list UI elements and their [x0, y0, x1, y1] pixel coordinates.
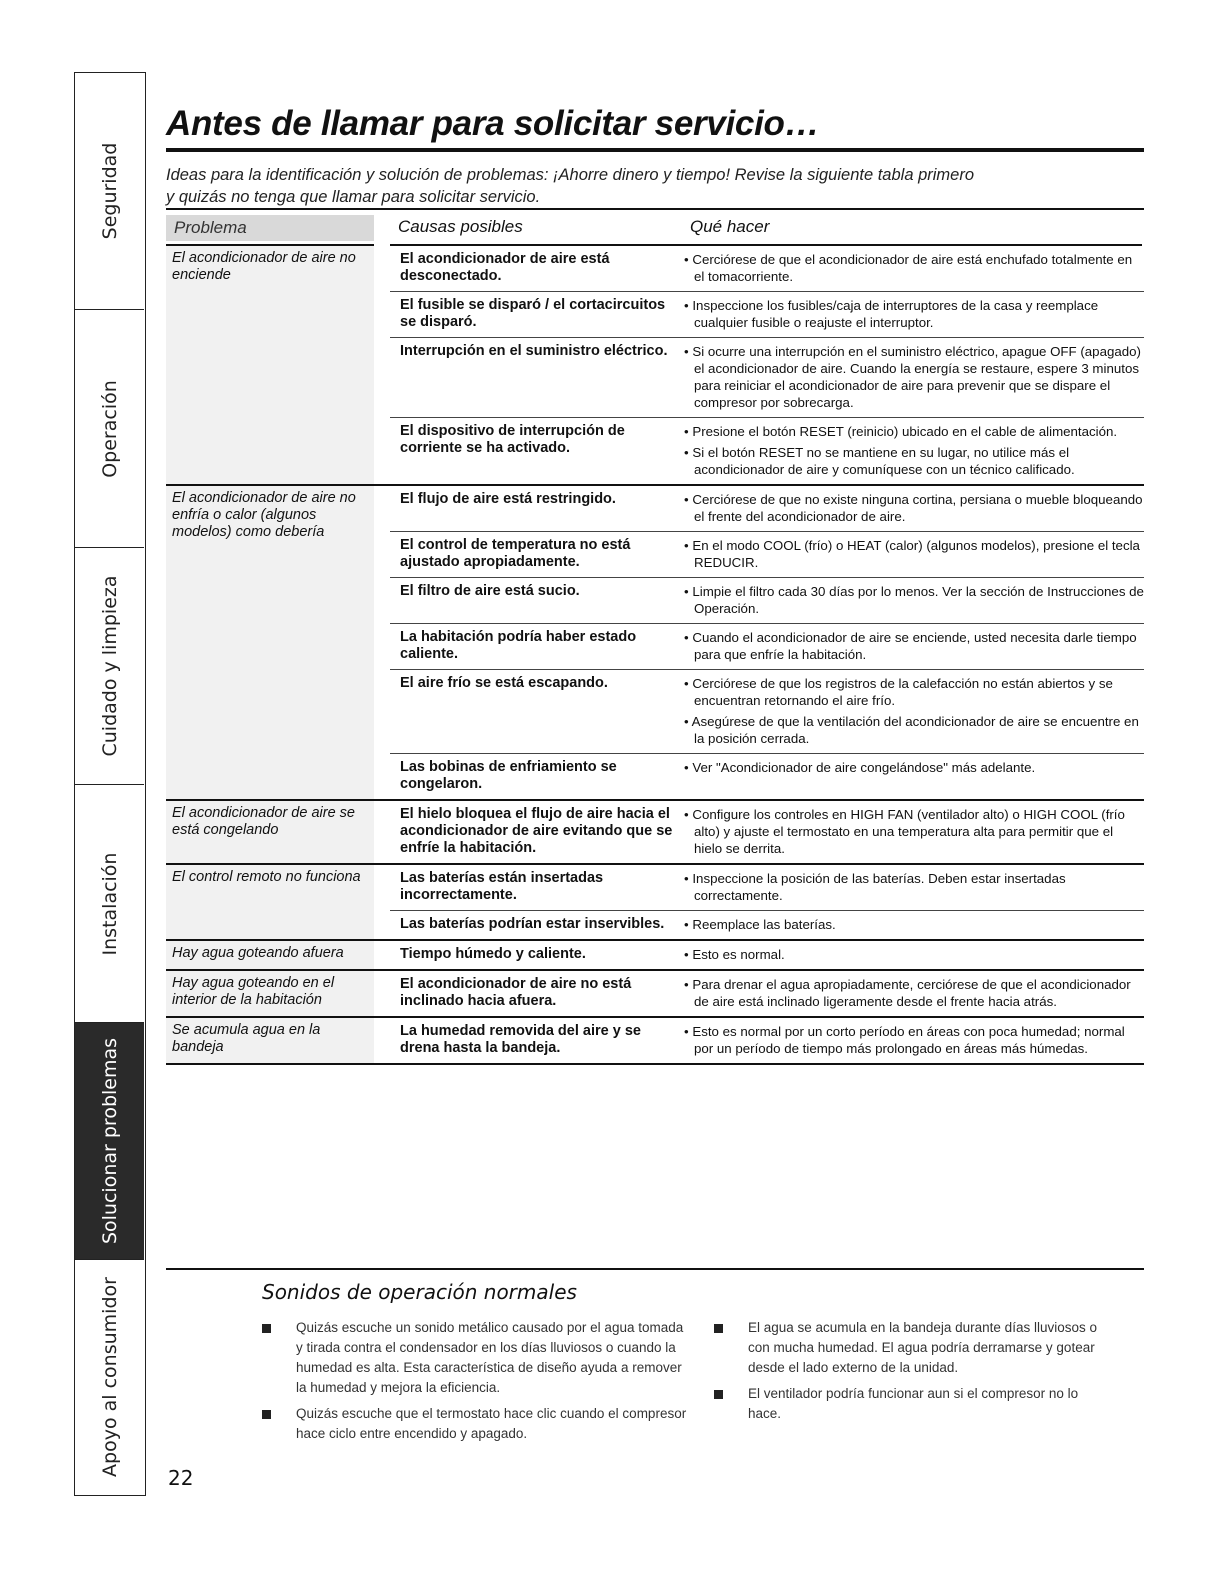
- fix-text: • Cuando el acondicionador de aire se enciende, usted necesita darle tiempo para que enfríe la habitación.: [684, 630, 1137, 662]
- cause-text: El hielo bloquea el flujo de aire hacia el acondicionador de aire evitando que se enfríe la habitación.: [400, 806, 673, 856]
- tab-label: Operación: [98, 379, 121, 478]
- fix-cell: [680, 491, 1144, 525]
- table-row: [390, 246, 1144, 292]
- cause-text: Las bobinas de enfriamiento se congelaron.: [400, 759, 617, 792]
- cause-text: El dispositivo de interrupción de corriente se ha activado.: [400, 423, 625, 456]
- cause-text: El fusible se disparó / el cortacircuitos se disparó.: [400, 297, 666, 330]
- table-row: [390, 801, 1144, 863]
- problem-group: [166, 486, 1144, 801]
- sound-item: [262, 1318, 692, 1398]
- table-row: [390, 338, 1144, 418]
- intro-line: Ideas para la identificación y solución de problemas: ¡Ahorre dinero y tiempo! Revise la siguiente tabla primero: [166, 166, 975, 184]
- fix-text: • Si el botón RESET no se mantiene en su lugar, no utilice más el acondicionador de aire y comuníquese con un técnico calificado.: [684, 445, 1075, 477]
- table-row: [390, 941, 1144, 969]
- fix-cell: [680, 537, 1144, 571]
- cause-text: El flujo de aire está restringido.: [400, 491, 616, 507]
- table-row: [390, 486, 1144, 532]
- tab-operacion[interactable]: [75, 310, 144, 548]
- problem-text: Hay agua goteando en el interior de la habitación: [172, 975, 335, 1008]
- bullet-square-icon: [714, 1390, 723, 1399]
- sound-item: [714, 1384, 1114, 1424]
- fix-text: • Para drenar el agua apropiadamente, cerciórese de que el acondicionador de aire está inclinado ligeramente desde el frente hacia atrás.: [684, 977, 1131, 1009]
- problem-group: [166, 865, 1144, 941]
- sounds-column-right: [714, 1318, 1114, 1430]
- header-todo: Qué hacer: [690, 217, 770, 236]
- table-row: [390, 911, 1144, 939]
- cause-text: El acondicionador de aire está desconectado.: [400, 251, 610, 284]
- cause-text: Las baterías podrían estar inservibles.: [400, 916, 665, 932]
- cause-text: El acondicionador de aire no está inclinado hacia afuera.: [400, 976, 632, 1009]
- intro-line: y quizás no tenga que llamar para solicitar servicio.: [166, 188, 541, 206]
- fix-text: • Si ocurre una interrupción en el suministro eléctrico, apague OFF (apagado) el acondicionador de aire. Cuando la energía se restaure, espere 3 minutos para reiniciar el acondicionador de aire para prevenir que se dispare el compresor por sobrecarga.: [684, 344, 1141, 410]
- problem-cell: [166, 971, 374, 1016]
- fix-cell: [680, 423, 1144, 478]
- problem-cell: [166, 246, 374, 484]
- troubleshooting-table: [166, 246, 1144, 1065]
- bullet-square-icon: [714, 1324, 723, 1333]
- fix-text: • Reemplace las baterías.: [684, 917, 836, 932]
- tab-instalacion[interactable]: [75, 785, 144, 1023]
- fix-cell: [680, 759, 1144, 793]
- page-title: Antes de llamar para solicitar servicio…: [166, 104, 820, 143]
- bullet-square-icon: [262, 1410, 271, 1419]
- sound-item: [714, 1318, 1114, 1378]
- table-row: [390, 532, 1144, 578]
- table-row: [390, 865, 1144, 911]
- cause-text: La habitación podría haber estado caliente.: [400, 629, 637, 662]
- fix-text: • En el modo COOL (frío) o HEAT (calor) (algunos modelos), presione el tecla REDUCIR.: [684, 538, 1140, 570]
- intro-rule: [166, 208, 1144, 210]
- fix-cell: [680, 976, 1144, 1010]
- fix-cell: [680, 343, 1144, 411]
- problem-cell: [166, 865, 374, 939]
- tab-apoyo[interactable]: [75, 1260, 144, 1494]
- fix-cell: [680, 297, 1144, 331]
- header-problem: Problema: [166, 215, 374, 241]
- problem-group: [166, 246, 1144, 486]
- problem-text: Hay agua goteando afuera: [172, 945, 344, 961]
- sound-item: [262, 1404, 692, 1444]
- fix-text: • Inspeccione los fusibles/caja de interruptores de la casa y reemplace cualquier fusible o reajuste el interruptor.: [684, 298, 1099, 330]
- bullet-square-icon: [262, 1324, 271, 1333]
- fix-cell: [680, 583, 1144, 617]
- problem-cell: [166, 1018, 374, 1063]
- table-row: [390, 624, 1144, 670]
- fix-text: • Ver "Acondicionador de aire congelándose" más adelante.: [684, 760, 1036, 775]
- sounds-title: Sonidos de operación normales: [262, 1280, 577, 1304]
- intro-text: [166, 164, 1136, 208]
- problem-text: Se acumula agua en la bandeja: [172, 1022, 321, 1055]
- fix-cell: [680, 806, 1144, 857]
- problem-group: [166, 941, 1144, 971]
- fix-text: • Cerciórese de que el acondicionador de aire está enchufado totalmente en el tomacorriente.: [684, 252, 1133, 284]
- fix-text: • Asegúrese de que la ventilación del acondicionador de aire se encuentre en la posición cerrada.: [684, 714, 1139, 746]
- fix-text: • Cerciórese de que no existe ninguna cortina, persiana o mueble bloqueando el frente del acondicionador de aire.: [684, 492, 1143, 524]
- fix-text: • Limpie el filtro cada 30 días por lo menos. Ver la sección de Instrucciones de Operación.: [684, 584, 1144, 616]
- problem-text: El acondicionador de aire se está congelando: [172, 805, 355, 838]
- cause-text: El filtro de aire está sucio.: [400, 583, 580, 599]
- tab-label: Instalación: [98, 852, 121, 955]
- table-row: [390, 1018, 1144, 1063]
- cause-text: Tiempo húmedo y caliente.: [400, 946, 586, 962]
- fix-cell: [680, 675, 1144, 747]
- cause-text: La humedad removida del aire y se drena hasta la bandeja.: [400, 1023, 641, 1056]
- fix-text: • Esto es normal por un corto período en áreas con poca humedad; normal por un período de tiempo más prolongado en áreas más húmedas.: [684, 1024, 1125, 1056]
- problem-group: [166, 971, 1144, 1018]
- fix-cell: [680, 629, 1144, 663]
- table-row: [390, 292, 1144, 338]
- cause-text: El control de temperatura no está ajustado apropiadamente.: [400, 537, 631, 570]
- tab-label: Cuidado y limpieza: [98, 575, 121, 757]
- fix-text: • Presione el botón RESET (reinicio) ubicado en el cable de alimentación.: [684, 424, 1118, 439]
- problem-text: El acondicionador de aire no enfría o calor (algunos modelos) como debería: [172, 490, 356, 540]
- cause-text: Las baterías están insertadas incorrectamente.: [400, 870, 604, 903]
- fix-cell: [680, 946, 1144, 963]
- fix-text: • Cerciórese de que los registros de la calefacción no están abiertos y se encuentran retornando el aire frío.: [684, 676, 1113, 708]
- tab-cuidado[interactable]: [75, 548, 144, 785]
- cause-text: El aire frío se está escapando.: [400, 675, 608, 691]
- problem-cell: [166, 801, 374, 863]
- table-row: [390, 670, 1144, 754]
- title-rule: [166, 148, 1144, 152]
- page-number: 22: [168, 1466, 194, 1490]
- fix-text: • Esto es normal.: [684, 947, 785, 962]
- tab-label: Seguridad: [98, 142, 121, 240]
- table-row: [390, 578, 1144, 624]
- fix-cell: [680, 1023, 1144, 1057]
- sound-text: El ventilador podría funcionar aun si el compresor no lo hace.: [748, 1386, 1079, 1421]
- section-tabs: [74, 72, 146, 1496]
- sounds-column-left: [262, 1318, 692, 1450]
- problem-group: [166, 801, 1144, 865]
- sound-text: El agua se acumula en la bandeja durante días lluviosos o con mucha humedad. El agua podría derramarse y gotear desde el lado externo de la unidad.: [748, 1320, 1097, 1375]
- tab-label: Solucionar problemas: [98, 1037, 121, 1245]
- fix-text: • Configure los controles en HIGH FAN (ventilador alto) o HIGH COOL (frío alto) y ajuste el termostato en una temperatura alta para permitir que el hielo se derrita.: [684, 807, 1125, 856]
- cause-text: Interrupción en el suministro eléctrico.: [400, 343, 668, 359]
- tab-solucionar-problemas[interactable]: [75, 1023, 144, 1260]
- problem-cell: [166, 941, 374, 969]
- problem-text: El control remoto no funciona: [172, 869, 361, 885]
- problem-text: El acondicionador de aire no enciende: [172, 250, 356, 283]
- sound-text: Quizás escuche un sonido metálico causado por el agua tomada y tirada contra el condensador en los días lluviosos o cuando la humedad es alta. Esta característica de diseño ayuda a remover la humedad y mejora la eficiencia.: [296, 1320, 684, 1395]
- table-row: [390, 754, 1144, 799]
- sound-text: Quizás escuche que el termostato hace clic cuando el compresor hace ciclo entre encendido y apagado.: [296, 1406, 687, 1441]
- fix-text: • Inspeccione la posición de las baterías. Deben estar insertadas correctamente.: [684, 871, 1066, 903]
- problem-cell: [166, 486, 374, 799]
- problem-group: [166, 1018, 1144, 1065]
- section-rule: [166, 1268, 1144, 1270]
- table-row: [390, 418, 1144, 484]
- tab-seguridad[interactable]: [75, 73, 144, 310]
- tab-label: Apoyo al consumidor: [98, 1277, 121, 1477]
- fix-cell: [680, 916, 1144, 933]
- fix-cell: [680, 870, 1144, 904]
- fix-cell: [680, 251, 1144, 285]
- header-causes: Causas posibles: [398, 217, 523, 236]
- table-row: [390, 971, 1144, 1016]
